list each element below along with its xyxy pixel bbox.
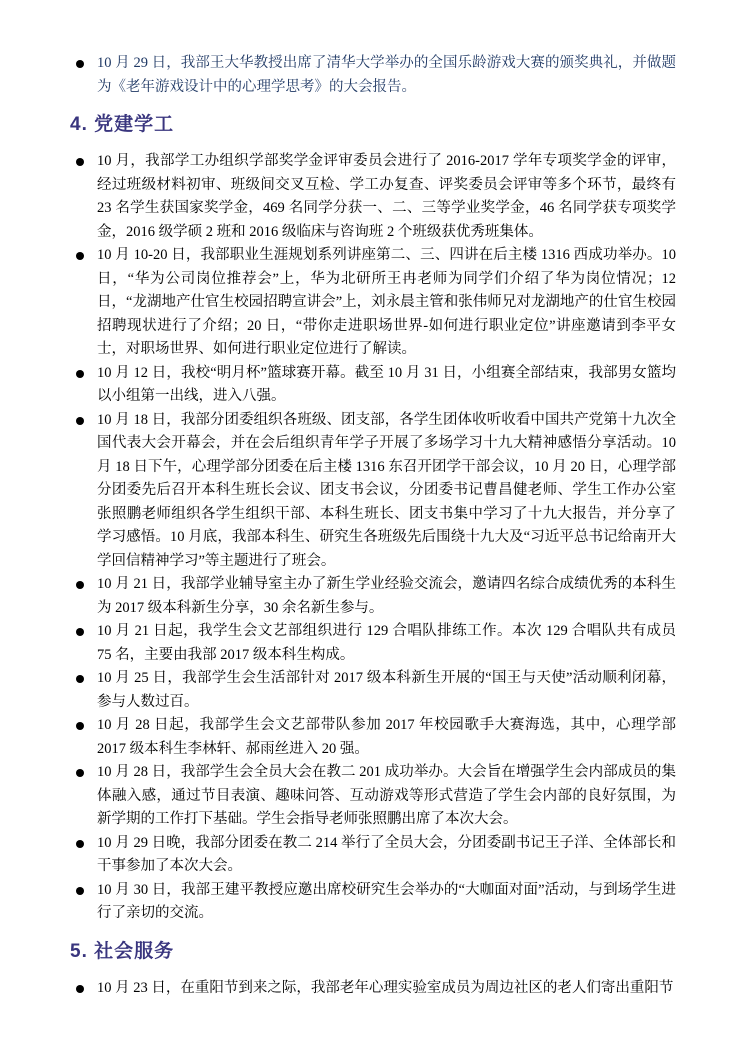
bullet-text: 10 月 10-20 日，我部职业生涯规划系列讲座第二、三、四讲在后主楼 1316 西成功举办。10 日，“华为公司岗位推荐会”上，华为北研所王冉老师为同学们介绍了华为岗位情况；12 日，“龙湖地产仕官生校园招聘宣讲会”上，刘永晨主管和张伟师兄对龙湖地产的仕官生校园招聘现状进行了介绍；20 日，“带你走进职场世界-如何进行职业定位”讲座邀请到李平女士，对职场世界、如何进行职业定位进行了解读。 bbox=[97, 247, 676, 357]
list-item bbox=[75, 714, 676, 761]
list-item bbox=[75, 409, 676, 574]
document-section bbox=[75, 52, 676, 99]
list-item bbox=[75, 832, 676, 879]
bullet-text: 10 月 28 日，我部学生会全员大会在教二 201 成功举办。大会旨在增强学生会内部成员的集体融入感，通过节目表演、趣味问答、互动游戏等形式营造了学生会内部的良好氛围，为新学期的工作打下基础。学生会指导老师张照鹏出席了本次大会。 bbox=[97, 764, 676, 827]
document-body bbox=[70, 52, 676, 1000]
bullet-icon bbox=[76, 370, 84, 378]
bullet-icon bbox=[76, 840, 84, 848]
bullet-text: 10 月 23 日，在重阳节到来之际，我部老年心理实验室成员为周边社区的老人们寄出重阳节 bbox=[97, 979, 674, 996]
list-item bbox=[75, 879, 676, 926]
bullet-text: 10 月 29 日，我部王大华教授出席了清华大学举办的全国乐龄游戏大赛的颁奖典礼，并做题为《老年游戏设计中的心理学思考》的大会报告。 bbox=[97, 55, 676, 95]
list-item bbox=[75, 52, 676, 99]
bullet-icon bbox=[76, 769, 84, 777]
bullet-icon bbox=[76, 985, 84, 993]
bullet-list bbox=[75, 52, 676, 99]
bullet-text: 10 月 28 日起，我部学生会文艺部带队参加 2017 年校园歌手大赛海选，其中，心理学部 2017 级本科生李林轩、郝雨丝进入 20 强。 bbox=[97, 717, 676, 757]
list-item bbox=[75, 244, 676, 362]
bullet-text: 10 月 30 日，我部王建平教授应邀出席校研究生会举办的“大咖面对面”活动，与到场学生进行了亲切的交流。 bbox=[97, 881, 676, 921]
bullet-icon bbox=[76, 887, 84, 895]
section-heading: 4. 党建学工 bbox=[70, 114, 175, 135]
bullet-text: 10 月 21 日起，我学生会文艺部组织进行 129 合唱队排练工作。本次 129 合唱队共有成员 75 名，主要由我部 2017 级本科生构成。 bbox=[97, 623, 676, 663]
bullet-text: 10 月，我部学工办组织学部奖学金评审委员会进行了 2016-2017 学年专项奖学金的评审，经过班级材料初审、班级间交叉互检、学工办复查、评奖委员会评审等多个环节，最终有 23 名学生获国家奖学金，469 名同学分获一、二、三等学业奖学金，46 名同学获专项奖学金，2016 级学硕 2 班和 2016 级临床与咨询班 2 个班级获优秀班集体。 bbox=[97, 153, 676, 240]
bullet-icon bbox=[76, 252, 84, 260]
bullet-icon bbox=[76, 628, 84, 636]
section-heading: 5. 社会服务 bbox=[70, 940, 175, 962]
list-item bbox=[75, 573, 676, 620]
bullet-text: 10 月 25 日，我部学生会生活部针对 2017 级本科新生开展的“国王与天使”活动顺利闭幕，参与人数过百。 bbox=[97, 670, 676, 710]
document-section bbox=[70, 112, 676, 926]
list-item bbox=[75, 620, 676, 667]
bullet-icon bbox=[76, 417, 84, 425]
bullet-icon bbox=[76, 158, 84, 166]
bullet-icon bbox=[76, 675, 84, 683]
bullet-list bbox=[75, 977, 676, 1001]
bullet-text: 10 月 18 日，我部分团委组织各班级、团支部，各学生团体收听收看中国共产党第十九次全国代表大会开幕会，并在会后组织青年学子开展了多场学习十九大精神感悟分享活动。10 月 18 日下午，心理学部分团委在后主楼 1316 东召开团学干部会议，10 月 20 日，心理学部分团委先后召开本科生班长会议、团支书会议，分团委书记曹昌健老师、学生工作办公室张照鹏老师组织各学生组织干部、本科生班长、团支书集中学习了十九大报告，并分享了学习感悟。10 月底，我部本科生、研究生各班级先后围绕十九大及“习近平总书记给南开大学回信精神学习”等主题进行了班会。 bbox=[97, 411, 676, 569]
bullet-list bbox=[75, 150, 676, 926]
list-item bbox=[75, 667, 676, 714]
list-item bbox=[75, 362, 676, 409]
bullet-icon bbox=[76, 722, 84, 730]
bullet-text: 10 月 29 日晚，我部分团委在教二 214 举行了全员大会，分团委副书记王子洋、全体部长和干事参加了本次大会。 bbox=[97, 834, 676, 874]
document-section bbox=[70, 939, 676, 1001]
bullet-icon bbox=[76, 581, 84, 589]
list-item bbox=[75, 150, 676, 244]
bullet-icon bbox=[76, 60, 84, 68]
bullet-text: 10 月 21 日，我部学业辅导室主办了新生学业经验交流会，邀请四名综合成绩优秀的本科生为 2017 级本科新生分享，30 余名新生参与。 bbox=[97, 576, 676, 616]
list-item bbox=[75, 761, 676, 832]
list-item bbox=[75, 977, 676, 1001]
bullet-text: 10 月 12 日，我校“明月杯”篮球赛开幕。截至 10 月 31 日，小组赛全部结束，我部男女篮均以小组第一出线，进入八强。 bbox=[97, 364, 676, 404]
